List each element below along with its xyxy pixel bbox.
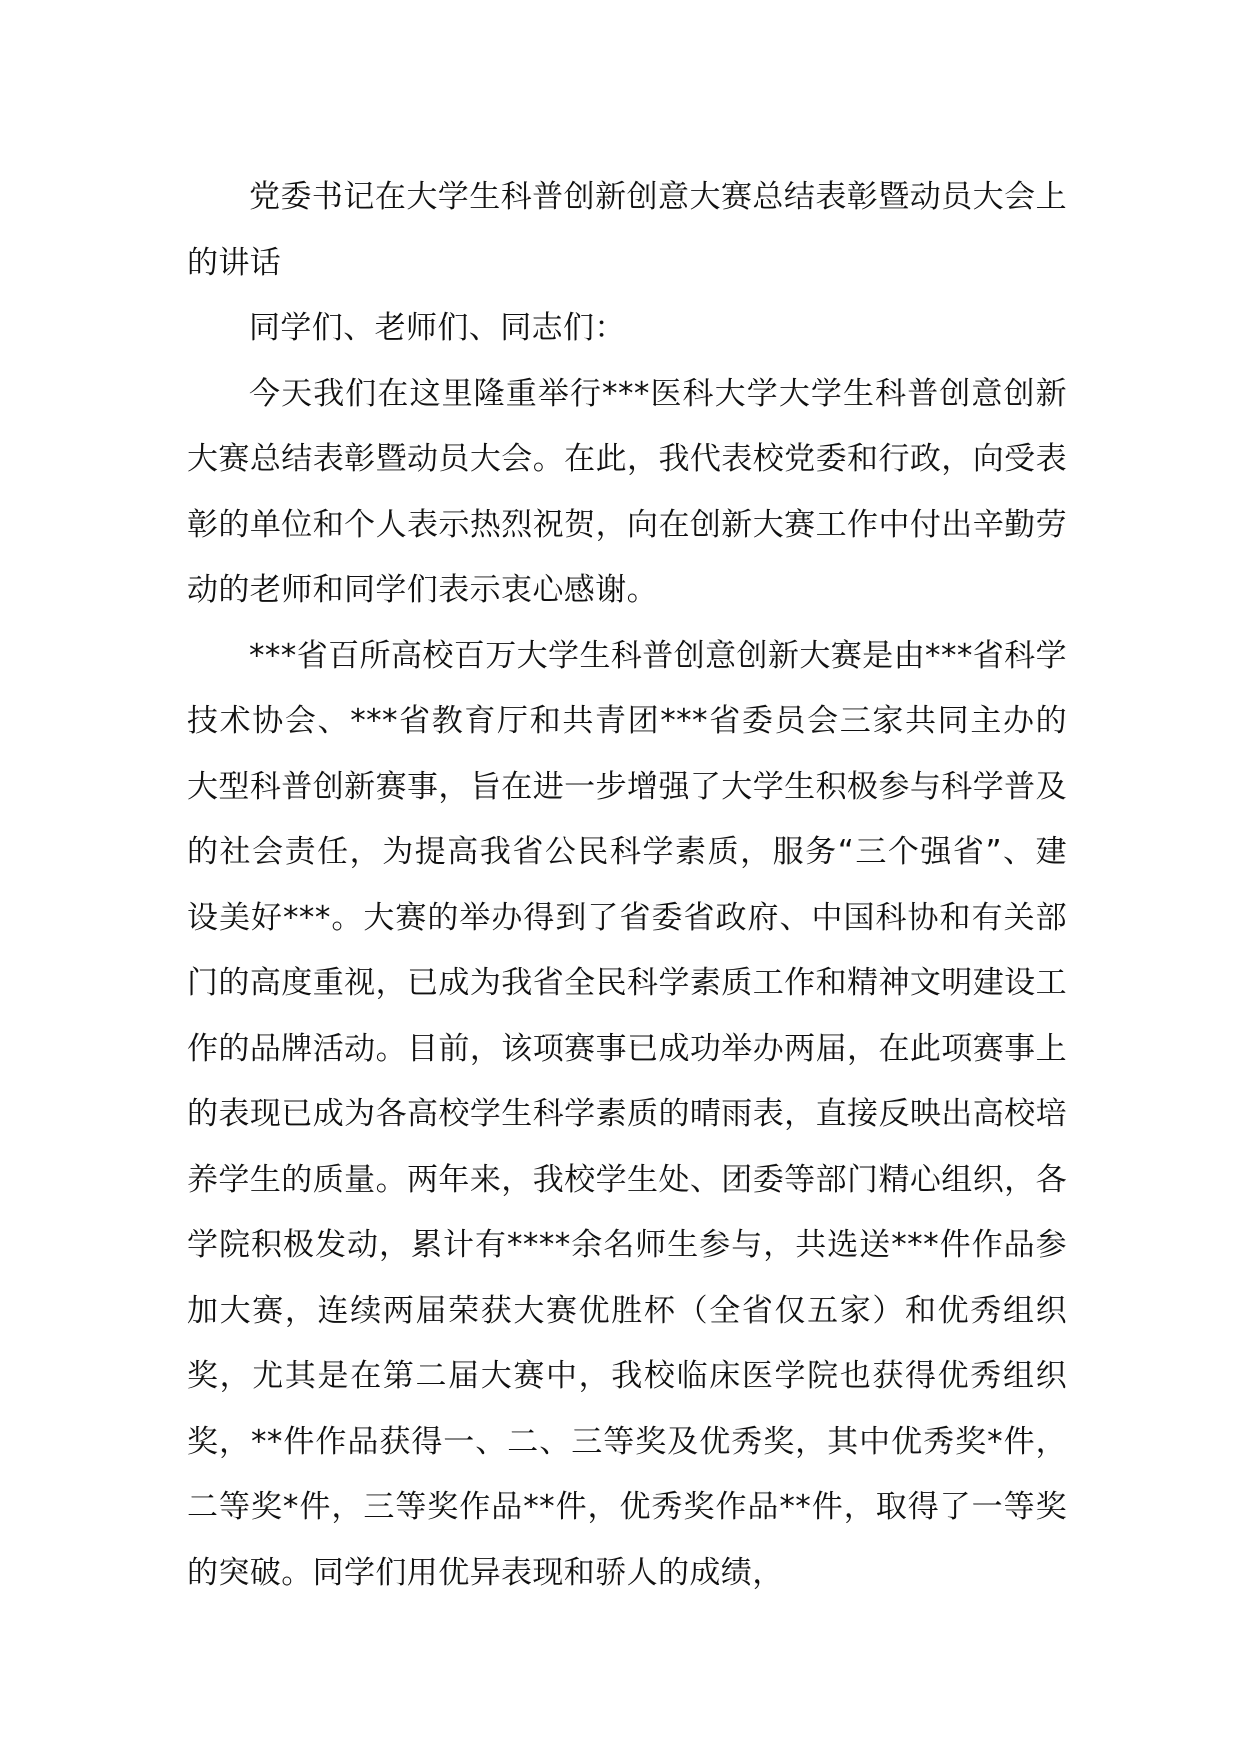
- document-body: [187, 165, 1067, 1606]
- paragraph-competition: ***省百所高校百万大学生科普创意创新大赛是由***省科学技术协会、***省教育厅和共青团***省委员会三家共同主办的大型科普创新赛事，旨在进一步增强了大学生积极参与科学普及的社会责任，为提高我省公民科学素质，服务“三个强省”、建设美好***。大赛的举办得到了省委省政府、中国科协和有关部门的高度重视，已成为我省全民科学素质工作和精神文明建设工作的品牌活动。目前，该项赛事已成功举办两届，在此项赛事上的表现已成为各高校学生科学素质的晴雨表，直接反映出高校培养学生的质量。两年来，我校学生处、团委等部门精心组织，各学院积极发动，累计有****余名师生参与，共选送***件作品参加大赛，连续两届荣获大赛优胜杯（全省仅五家）和优秀组织奖，尤其是在第二届大赛中，我校临床医学院也获得优秀组织奖，**件作品获得一、二、三等奖及优秀奖，其中优秀奖*件，二等奖*件，三等奖作品**件，优秀奖作品**件，取得了一等奖的突破。同学们用优异表现和骄人的成绩，: [187, 637, 1067, 1591]
- speech-title: 党委书记在大学生科普创新创意大赛总结表彰暨动员大会上的讲话: [187, 179, 1067, 281]
- salutation: 同学们、老师们、同志们：: [249, 310, 626, 346]
- paragraph-opening: 今天我们在这里隆重举行***医科大学大学生科普创意创新大赛总结表彰暨动员大会。在此，我代表校党委和行政，向受表彰的单位和个人表示热烈祝贺，向在创新大赛工作中付出辛勤劳动的老师和同学们表示衷心感谢。: [187, 375, 1067, 608]
